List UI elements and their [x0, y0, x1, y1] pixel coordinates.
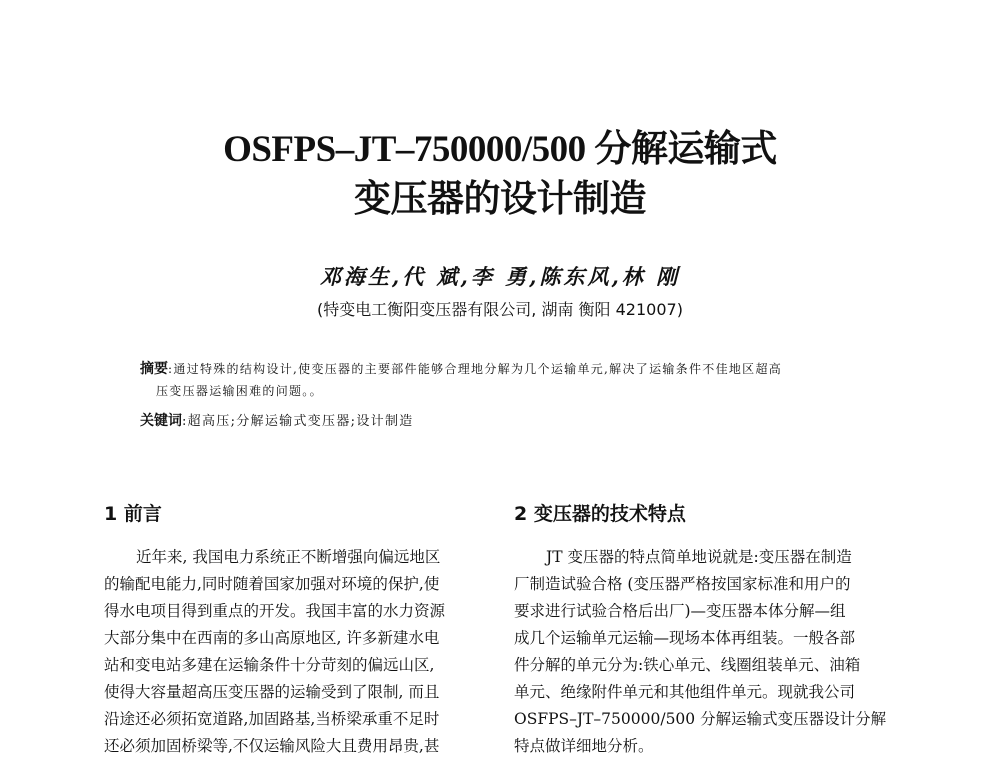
- body-line: 成几个运输单元运输—现场本体再组装。一般各部: [514, 629, 856, 647]
- section-heading-introduction: 1 前言: [104, 503, 162, 525]
- keywords-text: :超高压;分解运输式变压器;设计制造: [182, 414, 414, 429]
- section-body-technical-features: [514, 544, 899, 760]
- abstract-text-line-1: :通过特殊的结构设计,使变压器的主要部件能够合理地分解为几个运输单元,解决了运输条件不佳地区超高: [168, 362, 783, 376]
- body-line: 得水电项目得到重点的开发。我国丰富的水力资源: [104, 602, 446, 620]
- body-line: 单元、绝缘附件单元和其他组件单元。现就我公司: [514, 683, 856, 701]
- body-line: 件分解的单元分为:铁心单元、线圈组装单元、油箱: [514, 656, 861, 674]
- body-line: 还必须加固桥梁等,不仅运输风险大且费用昂贵,甚: [104, 737, 440, 755]
- abstract-label: 摘要: [140, 361, 168, 377]
- section-body-introduction: [104, 544, 489, 760]
- body-line: 特点做详细地分析。: [514, 737, 654, 755]
- body-line: 的输配电能力,同时随着国家加强对环境的保护,使: [104, 575, 440, 593]
- keywords-label: 关键词: [140, 413, 182, 429]
- body-line: 沿途还必须拓宽道路,加固路基,当桥梁承重不足时: [104, 710, 440, 728]
- abstract: [140, 358, 870, 402]
- author-affiliation: (特变电工衡阳变压器有限公司, 湖南 衡阳 421007): [317, 300, 683, 319]
- section-heading-technical-features: 2 变压器的技术特点: [514, 503, 686, 525]
- keywords: [140, 410, 870, 433]
- body-line: 要求进行试验合格后出厂)—变压器本体分解—组: [514, 602, 846, 620]
- paper-title-line-2: 变压器的设计制造: [354, 179, 646, 220]
- paper-title-line-1: OSFPS–JT–750000/500 分解运输式: [223, 129, 777, 170]
- body-line: OSFPS–JT–750000/500 分解运输式变压器设计分解: [514, 710, 887, 728]
- body-line: 厂制造试验合格 (变压器严格按国家标准和用户的: [514, 575, 851, 593]
- body-line: 站和变电站多建在运输条件十分苛刻的偏远山区,: [104, 656, 435, 674]
- body-line: 使得大容量超高压变压器的运输受到了限制, 而且: [104, 683, 440, 701]
- author-list: 邓海生,代 斌,李 勇,陈东风,林 刚: [319, 264, 681, 289]
- body-line: 近年来, 我国电力系统正不断增强向偏远地区: [136, 548, 441, 566]
- body-line: JT 变压器的特点简单地说就是:变压器在制造: [546, 548, 852, 566]
- body-line: 大部分集中在西南的多山高原地区, 许多新建水电: [104, 629, 440, 647]
- abstract-text-line-2: 压变压器运输困难的问题。。: [156, 384, 323, 398]
